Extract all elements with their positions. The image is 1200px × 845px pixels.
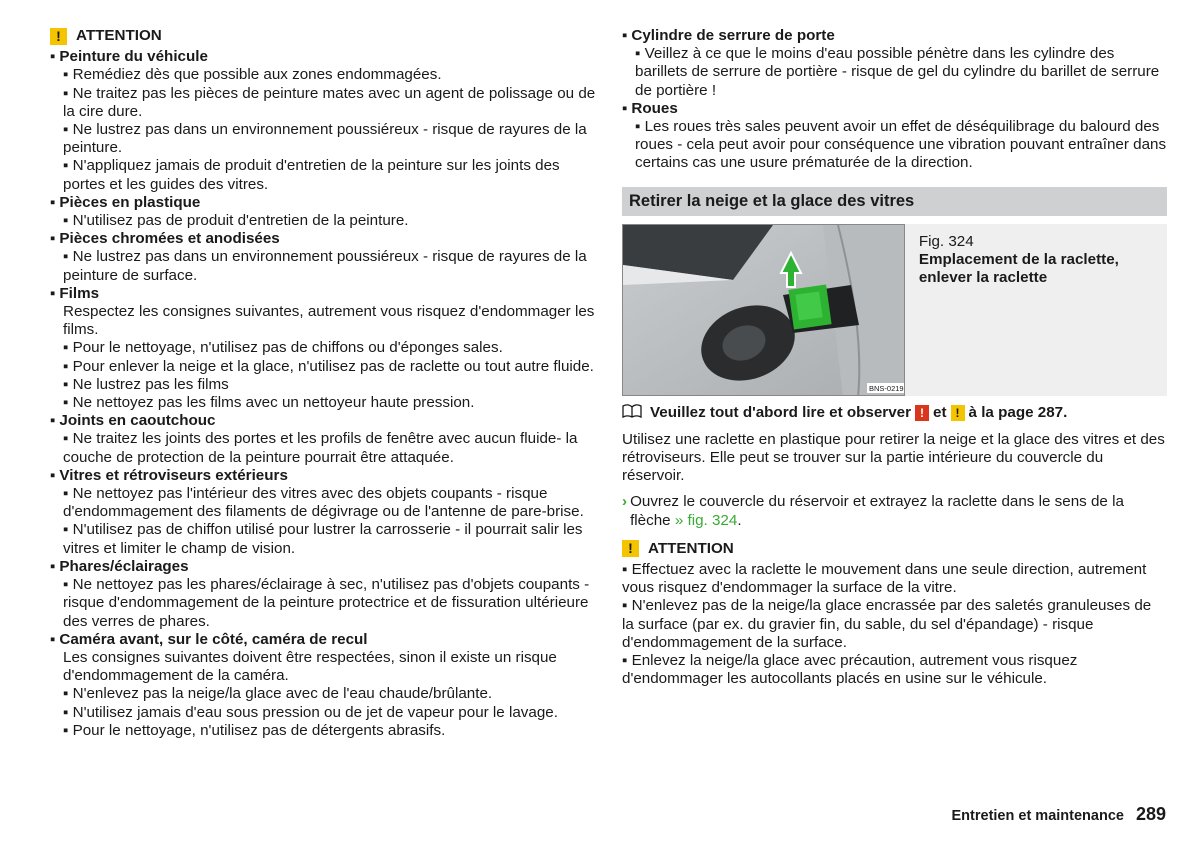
page-footer <box>952 805 1166 825</box>
step-text-wrap <box>630 493 1167 529</box>
note-suffix: à la page 287. <box>968 404 1068 422</box>
item-line: ▪ Ne nettoyez pas l'intérieur des vitres avec des objets coupants - risque d'endommagement des filaments de dégivrage ou de l'antenne de pare-brise. <box>63 485 584 521</box>
warning-icon: ! <box>50 28 67 45</box>
step-text: Ouvrez le couvercle du réservoir et extrayez la raclette dans le sens de la flèche <box>630 493 1124 529</box>
figure-image <box>622 224 905 396</box>
item-line: ▪ Ne traitez pas les pièces de peinture mates avec un agent de polissage ou de la cire dure. <box>63 84 596 120</box>
item-line: ▪ N'utilisez pas de chiffon utilisé pour lustrer la carrosserie - il pourrait salir les vitres et limiter le champ de vision. <box>63 521 583 557</box>
figure-code: BNS-0219 <box>869 383 904 393</box>
item-line: ▪ N'utilisez jamais d'eau sous pression ou de jet de vapeur pour le lavage. <box>63 703 558 721</box>
item-line: Respectez les consignes suivantes, autrement vous risquez d'endommager les films. <box>63 303 595 339</box>
item-heading: ▪ Phares/éclairages <box>50 558 598 576</box>
item-line: ▪ N'enlevez pas la neige/la glace avec de l'eau chaude/brûlante. <box>63 685 493 703</box>
instruction-step <box>622 493 1167 529</box>
section-title: Retirer la neige et la glace des vitres <box>622 187 1167 216</box>
fuel-flap-illustration <box>623 225 905 396</box>
step-end: . <box>737 511 742 529</box>
footer-section: Entretien et maintenance <box>951 808 1124 824</box>
item-line: ▪ N'appliquez jamais de produit d'entretien de la peinture sur les joints des portes et les guides des vitres. <box>63 157 560 193</box>
item-line: ▪ Ne nettoyez pas les phares/éclairage à sec, n'utilisez pas d'objets coupants - risque d'endommagement de la peinture protectrice et de fissuration ultérieure des verres de phares. <box>63 576 590 630</box>
item-heading: ▪ Caméra avant, sur le côté, caméra de recul <box>50 631 598 649</box>
attention-line: ▪ Effectuez avec la raclette le mouvement dans une seule direction, autrement vous risquez d'endommager la surface de la vitre. <box>622 561 1147 597</box>
intro-paragraph: Utilisez une raclette en plastique pour retirer la neige et la glace des vitres et des rétroviseurs. Elle peut se trouver sur la partie intérieure du couvercle du réservoir. <box>622 430 1165 485</box>
item-line: ▪ Les roues très sales peuvent avoir un effet de déséquilibrage du balourd des roues - cela peut avoir pour conséquence une vibration pouvant entraîner dans certains cas une usure prématurée de la direction. <box>635 118 1167 172</box>
reading-note <box>622 404 1167 423</box>
attention-label: ATTENTION <box>76 27 162 44</box>
attention-line: ▪ N'enlevez pas de la neige/la glace encrassée par des saletés granuleuses de la surface (par ex. du gravier fin, du sable, du sel d'épandage) - risque d'endommagement de la surface. <box>622 597 1152 651</box>
item-line: Les consignes suivantes doivent être respectées, sinon il existe un risque d'endommagement de la caméra. <box>63 648 557 685</box>
item-line: ▪ Pour le nettoyage, n'utilisez pas de chiffons ou d'éponges sales. <box>63 339 503 357</box>
item-line: ▪ Ne lustrez pas les films <box>63 375 229 393</box>
warning-icon: ! <box>622 540 639 557</box>
figure-number: Fig. 324 <box>918 232 974 250</box>
item-heading: ▪ Pièces en plastique <box>50 194 598 212</box>
right-column <box>622 27 1167 688</box>
left-items <box>50 48 598 740</box>
item-heading: ▪ Pièces chromées et anodisées <box>50 230 598 248</box>
right-items <box>622 27 1167 173</box>
item-line: ▪ N'utilisez pas de produit d'entretien de la peinture. <box>63 212 409 230</box>
attention-line: ▪ Enlevez la neige/la glace avec précaution, autrement vous risquez d'endommager les autocollants placés en usine sur le véhicule. <box>622 652 1078 688</box>
item-line: ▪ Pour enlever la neige et la glace, n'utilisez pas de raclette ou tout autre fluide. <box>63 357 594 375</box>
book-icon <box>622 404 642 423</box>
attention-header-right <box>622 540 1167 558</box>
item-heading: ▪ Films <box>50 285 598 303</box>
item-heading: ▪ Vitres et rétroviseurs extérieurs <box>50 467 598 485</box>
attention-header <box>50 27 598 45</box>
attention-box-right <box>622 540 1167 689</box>
item-line: ▪ Remédiez dès que possible aux zones endommagées. <box>63 66 442 84</box>
note-and: et <box>933 404 947 422</box>
page-number: 289 <box>1135 804 1166 824</box>
item-line: ▪ Ne lustrez pas dans un environnement poussiéreux - risque de rayures de la peinture. <box>63 121 587 157</box>
item-line: ▪ Ne nettoyez pas les films avec un nettoyeur haute pression. <box>63 394 475 412</box>
left-column <box>50 27 598 740</box>
danger-icon[interactable]: ! <box>915 405 929 421</box>
item-line: ▪ Pour le nettoyage, n'utilisez pas de détergents abrasifs. <box>63 721 446 739</box>
attention-label-right: ATTENTION <box>648 539 734 557</box>
step-arrow-icon: › <box>622 493 628 511</box>
note-prefix: Veuillez tout d'abord lire et observer <box>650 404 912 422</box>
item-line: ▪ Ne lustrez pas dans un environnement poussiéreux - risque de rayures de la peinture de surface. <box>63 248 587 284</box>
figure <box>622 224 1167 396</box>
warning-icon[interactable]: ! <box>951 405 965 421</box>
item-heading: ▪ Cylindre de serrure de porte <box>622 27 1167 45</box>
item-heading: ▪ Roues <box>622 100 1167 118</box>
item-line: ▪ Veillez à ce que le moins d'eau possible pénètre dans les cylindre des barillets de serrure de portière - risque de gel du cylindre du barillet de serrure de portière ! <box>635 45 1160 99</box>
item-heading: ▪ Peinture du véhicule <box>50 48 598 66</box>
item-heading: ▪ Joints en caoutchouc <box>50 412 598 430</box>
figure-link[interactable]: » fig. 324 <box>674 511 738 529</box>
item-line: ▪ Ne traitez les joints des portes et les profils de fenêtre avec aucun fluide- la couche de protection de la peinture pourrait être attaquée. <box>63 430 578 466</box>
figure-title: Emplacement de la raclette, enlever la raclette <box>918 250 1119 287</box>
figure-caption <box>905 224 1167 396</box>
